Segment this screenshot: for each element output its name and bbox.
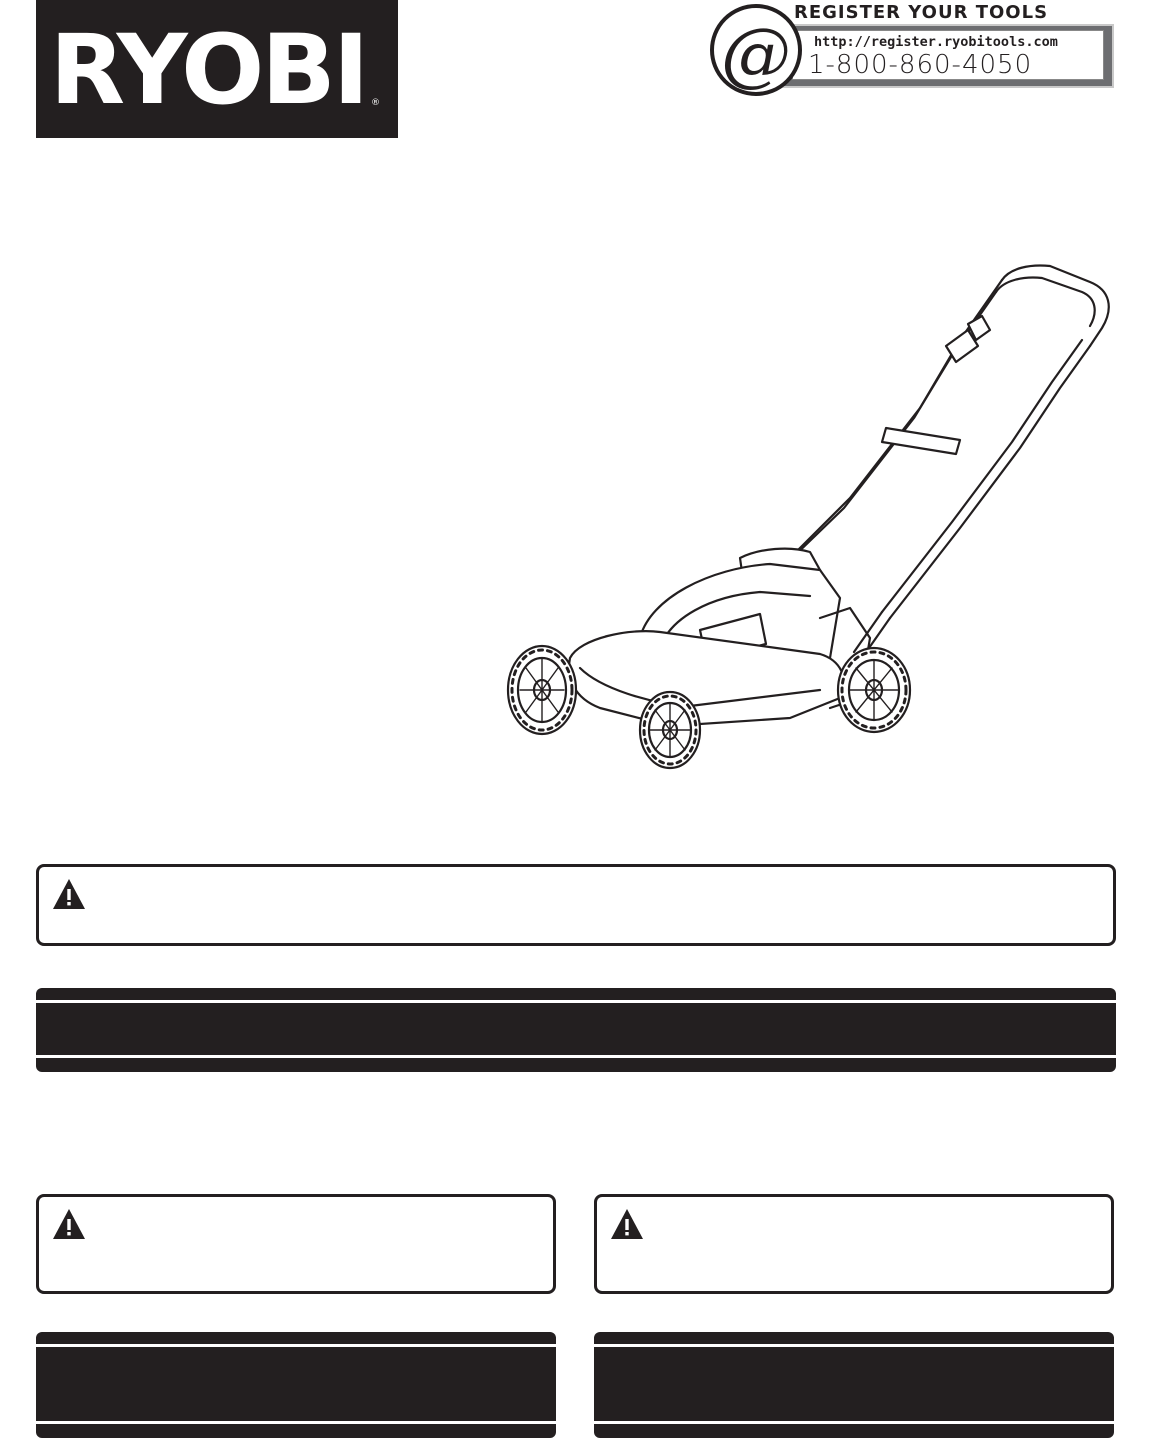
lawn-mower-icon [490, 258, 1130, 778]
banner-left [36, 1332, 556, 1438]
banner-rule-bottom [36, 1055, 1116, 1058]
registered-mark: ® [371, 98, 380, 108]
banner-main [36, 988, 1116, 1072]
warning-triangle-icon [51, 877, 87, 911]
register-url[interactable]: http://register.ryobitools.com [814, 34, 1058, 50]
banner-right [594, 1332, 1114, 1438]
warning-box-main [36, 864, 1116, 946]
banner-rule-top [36, 1000, 1116, 1003]
warning-box-left [36, 1194, 556, 1294]
register-phone: 1-800-860-4050 [808, 50, 1033, 80]
banner-rule-top [594, 1344, 1114, 1347]
banner-rule-bottom [594, 1421, 1114, 1424]
warning-triangle-icon [609, 1207, 645, 1241]
at-icon [710, 4, 802, 96]
banner-rule-top [36, 1344, 556, 1347]
register-badge [710, 0, 1114, 102]
warning-box-right [594, 1194, 1114, 1294]
banner-rule-bottom [36, 1421, 556, 1424]
register-title: REGISTER YOUR TOOLS [794, 2, 1049, 23]
warning-triangle-icon [51, 1207, 87, 1241]
ryobi-logo [36, 0, 398, 138]
logo-text: RYOBI [49, 14, 367, 126]
at-symbol: @ [721, 13, 791, 95]
